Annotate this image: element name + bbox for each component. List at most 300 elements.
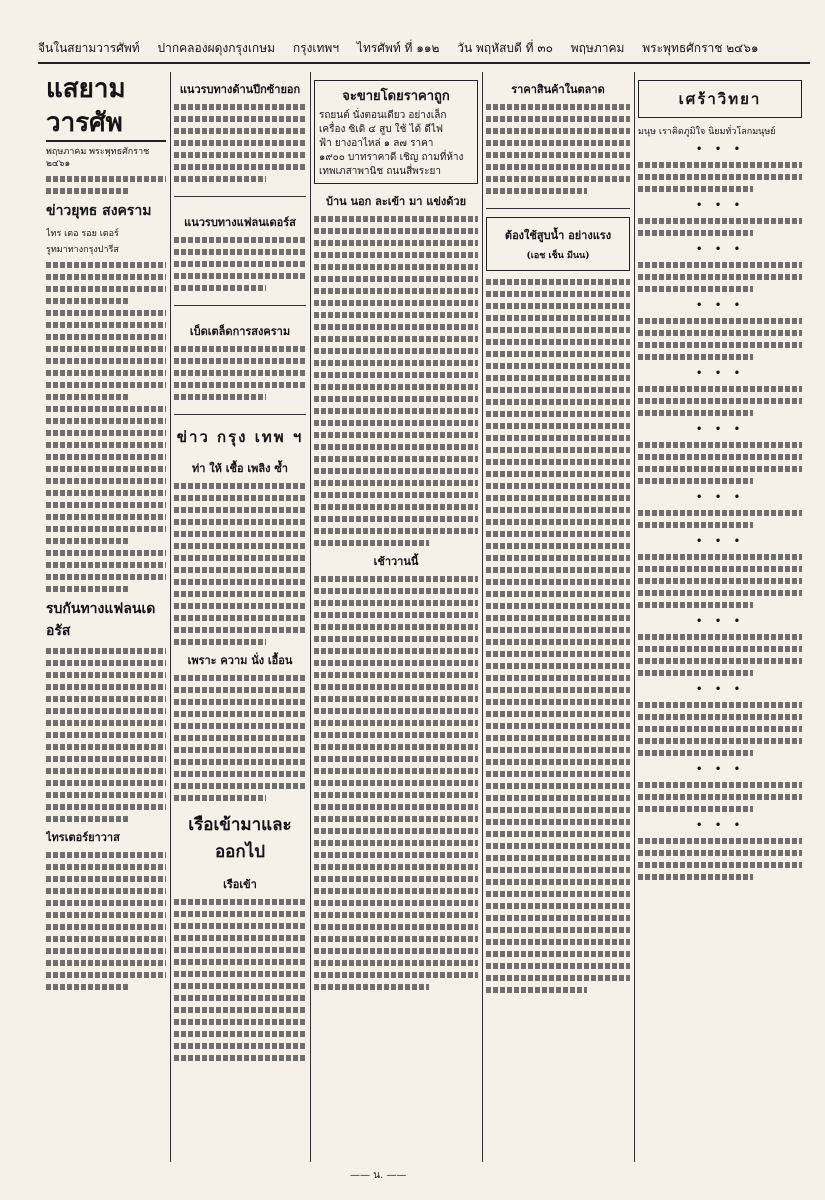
text-line — [174, 723, 306, 729]
text-line — [486, 747, 630, 753]
text-line — [46, 538, 130, 544]
text-line — [486, 411, 630, 417]
text-line — [174, 1007, 306, 1013]
fuel-article-heading: ท่า ให้ เชื้อ เพลิง ซ้ำ — [192, 462, 288, 475]
text-line — [46, 852, 166, 858]
text-line — [486, 387, 630, 393]
text-line — [486, 116, 630, 122]
text-line — [46, 466, 166, 472]
text-line — [486, 963, 630, 969]
text-line — [46, 648, 166, 654]
text-line — [174, 911, 306, 917]
text-line — [314, 288, 478, 294]
text-line — [638, 590, 802, 596]
text-line — [174, 711, 306, 717]
text-line — [486, 987, 587, 993]
yesterday-heading: เช้าวานนี้ — [373, 555, 419, 568]
text-line — [314, 756, 478, 762]
text-line — [638, 286, 753, 292]
text-line — [174, 531, 306, 537]
text-line — [174, 249, 306, 255]
text-line — [174, 699, 306, 705]
text-line — [638, 386, 802, 392]
text-line — [174, 116, 306, 122]
text-line — [46, 490, 166, 496]
text-line — [46, 732, 166, 738]
text-line — [486, 363, 630, 369]
text-line — [314, 396, 478, 402]
text-line — [638, 874, 753, 880]
column-3 — [314, 72, 478, 1162]
text-line — [174, 261, 306, 267]
text-line — [486, 603, 630, 609]
text-line — [46, 912, 166, 918]
text-line — [638, 466, 802, 472]
text-line — [174, 675, 306, 681]
text-line — [314, 864, 478, 870]
text-line — [46, 660, 166, 666]
text-line — [174, 346, 306, 352]
text-line — [314, 960, 478, 966]
war-news-line-2: รูทมาทางกรุงปารีส — [46, 245, 119, 255]
text-line — [638, 850, 802, 856]
sad-science-intro: มนุษ เราคิดภูมิใจ นิยมทั่วโลกมนุษย์ — [638, 127, 776, 137]
text-line — [174, 567, 306, 573]
text-line — [486, 188, 587, 194]
text-line — [486, 879, 630, 885]
text-line — [314, 744, 478, 750]
text-line — [486, 104, 630, 110]
text-line — [46, 382, 166, 388]
header-month: พฤษภาคม — [570, 41, 625, 55]
sad-science-heading: เศร้าวิทยา — [678, 90, 762, 108]
text-line — [46, 274, 166, 280]
car-ad-title: จะขายโดยราคาถูก — [342, 89, 450, 104]
text-line — [314, 516, 478, 522]
text-line — [314, 804, 478, 810]
text-line — [314, 420, 478, 426]
separator-stars: • • • — [695, 242, 745, 256]
text-line — [486, 471, 630, 477]
text-line — [638, 566, 802, 572]
text-line — [314, 384, 478, 390]
text-line — [46, 720, 166, 726]
text-line — [486, 903, 630, 909]
text-line — [314, 228, 478, 234]
text-line — [486, 555, 630, 561]
text-line — [486, 927, 630, 933]
text-line — [174, 382, 306, 388]
text-line — [638, 726, 802, 732]
text-line — [314, 372, 478, 378]
text-line — [174, 164, 306, 170]
text-line — [486, 951, 630, 957]
text-line — [486, 831, 630, 837]
text-line — [638, 838, 802, 844]
text-line — [314, 792, 478, 798]
text-line — [638, 670, 753, 676]
text-line — [638, 410, 753, 416]
text-line — [314, 660, 478, 666]
text-line — [638, 794, 802, 800]
car-ad-line-4: ๑๙๐๐ บาทราคาดี เชิญ ถามที่ห้าง — [319, 152, 464, 163]
text-line — [46, 454, 166, 460]
text-line — [486, 128, 630, 134]
text-line — [486, 291, 630, 297]
text-line — [486, 663, 630, 669]
separator-stars: • • • — [695, 198, 745, 212]
text-line — [486, 339, 630, 345]
text-line — [314, 612, 478, 618]
text-line — [314, 816, 478, 822]
text-line — [46, 262, 166, 268]
text-line — [486, 327, 630, 333]
text-line — [638, 578, 802, 584]
text-line — [174, 1031, 306, 1037]
text-line — [638, 862, 802, 868]
text-line — [638, 230, 753, 236]
text-line — [638, 750, 753, 756]
text-line — [486, 152, 630, 158]
text-line — [486, 939, 630, 945]
separator-stars: • • • — [695, 490, 745, 504]
water-pump-subheading: (เอช เช็น มีนน) — [526, 251, 590, 261]
market-prices-heading: ราคาสินค้าในตลาด — [511, 83, 605, 96]
text-line — [314, 684, 478, 690]
page-header — [38, 34, 810, 64]
text-line — [46, 286, 166, 292]
text-line — [174, 579, 306, 585]
text-line — [46, 526, 166, 532]
text-line — [174, 285, 266, 291]
text-line — [314, 336, 478, 342]
text-line — [46, 924, 166, 930]
text-line — [46, 684, 166, 690]
text-line — [174, 176, 266, 182]
text-line — [314, 828, 478, 834]
header-phone: ไทรศัพท์ ที่ ๑๑๒ — [356, 41, 440, 55]
text-line — [638, 342, 802, 348]
text-line — [174, 759, 306, 765]
text-line — [174, 771, 306, 777]
text-line — [314, 936, 478, 942]
text-line — [486, 783, 630, 789]
text-line — [174, 394, 266, 400]
text-line — [46, 322, 166, 328]
text-line — [314, 456, 478, 462]
text-line — [314, 360, 478, 366]
text-line — [174, 237, 306, 243]
text-line — [174, 519, 306, 525]
text-line — [314, 492, 478, 498]
text-line — [314, 768, 478, 774]
text-line — [314, 624, 478, 630]
text-line — [638, 162, 802, 168]
ship-arrivals-heading: เรือเข้า — [223, 878, 257, 891]
text-line — [314, 432, 478, 438]
text-line — [486, 435, 630, 441]
column-4 — [486, 72, 630, 1162]
article-heading-2: เพราะ ความ นั่ง เอื้อน — [187, 654, 293, 667]
text-line — [174, 603, 306, 609]
text-line — [46, 708, 166, 714]
column-rule — [310, 72, 311, 1162]
text-line — [314, 732, 478, 738]
text-line — [638, 658, 802, 664]
text-line — [46, 960, 166, 966]
text-line — [314, 540, 429, 546]
text-line — [46, 418, 166, 424]
text-line — [314, 636, 478, 642]
separator-stars: • • • — [695, 614, 745, 628]
text-line — [314, 780, 478, 786]
text-line — [174, 615, 306, 621]
text-line — [638, 738, 802, 744]
text-line — [46, 876, 166, 882]
column-rule — [634, 72, 635, 1162]
reuters-heading: ไทรเตอร์ยาวาส — [46, 831, 120, 844]
text-line — [486, 375, 630, 381]
text-line — [174, 1043, 306, 1049]
header-day: วัน พฤหัสบดี ที่ ๓๐ — [457, 41, 553, 55]
car-ad-line-2: เครื่อง ซิเดิ ๔ สูบ ใช้ ได้ ดีไฟ — [319, 124, 443, 135]
text-line — [46, 586, 130, 592]
text-line — [174, 140, 306, 146]
text-line — [486, 699, 630, 705]
text-line — [314, 876, 478, 882]
text-line — [486, 507, 630, 513]
page-footer: —— น. —— — [350, 1170, 407, 1181]
text-line — [314, 900, 478, 906]
text-line — [46, 176, 166, 182]
text-line — [46, 310, 166, 316]
text-line — [46, 550, 166, 556]
text-line — [638, 354, 753, 360]
text-line — [486, 687, 630, 693]
text-line — [174, 483, 306, 489]
column-1 — [46, 72, 166, 1162]
text-line — [174, 152, 306, 158]
separator-stars: • • • — [695, 682, 745, 696]
text-line — [486, 819, 630, 825]
separator-stars: • • • — [695, 422, 745, 436]
text-line — [314, 240, 478, 246]
text-line — [46, 696, 166, 702]
text-line — [174, 1055, 306, 1061]
bangkok-news-heading: ข่าว กรุง เทพ ฯ — [176, 428, 304, 446]
text-line — [46, 394, 130, 400]
text-line — [486, 531, 630, 537]
text-line — [486, 303, 630, 309]
text-line — [638, 510, 802, 516]
ship-schedule-heading: เรือเข้ามาและออกไป — [188, 815, 292, 862]
text-line — [486, 651, 630, 657]
text-line — [46, 346, 166, 352]
text-line — [174, 935, 306, 941]
text-line — [486, 176, 630, 182]
text-line — [486, 447, 630, 453]
text-line — [314, 480, 478, 486]
text-line — [486, 711, 630, 717]
text-line — [486, 519, 630, 525]
text-line — [174, 983, 306, 989]
text-line — [486, 579, 630, 585]
text-line — [46, 672, 166, 678]
text-line — [486, 855, 630, 861]
text-line — [314, 924, 478, 930]
text-line — [174, 735, 306, 741]
text-line — [314, 888, 478, 894]
text-line — [46, 768, 166, 774]
text-line — [314, 708, 478, 714]
header-address: ปากคลองผดุงกรุงเกษม — [157, 41, 276, 55]
text-line — [638, 218, 802, 224]
text-line — [174, 128, 306, 134]
flanders-heading: รบกันทางแฟลนเดอรัส — [46, 601, 156, 639]
war-news-line-1: ไทร เตอ รอย เตอร์ — [46, 229, 119, 239]
text-line — [486, 399, 630, 405]
text-line — [486, 543, 630, 549]
water-pump-heading: ต้องใช้สูบน้ำ อย่างแรง — [504, 229, 612, 242]
text-line — [174, 959, 306, 965]
text-line — [174, 543, 306, 549]
text-line — [174, 995, 306, 1001]
text-line — [174, 358, 306, 364]
header-year: พระพุทธศักราช ๒๔๖๑ — [642, 41, 759, 55]
text-line — [314, 300, 478, 306]
text-line — [314, 348, 478, 354]
text-line — [46, 334, 166, 340]
text-line — [638, 782, 802, 788]
separator-stars: • • • — [695, 366, 745, 380]
text-line — [486, 567, 630, 573]
text-line — [314, 912, 478, 918]
text-line — [314, 696, 478, 702]
text-line — [46, 804, 166, 810]
misc-war-heading: เบ็ดเตล็ดการสงคราม — [189, 325, 291, 338]
text-line — [638, 522, 753, 528]
text-line — [174, 495, 306, 501]
text-line — [486, 723, 630, 729]
war-news-heading: ข่าวยุทธ สงคราม — [46, 203, 152, 219]
text-line — [46, 780, 166, 786]
country-folk-heading: บ้าน นอก ละเข้า มา แข่งด้วย — [325, 195, 467, 208]
text-line — [46, 514, 166, 520]
text-line — [314, 264, 478, 270]
separator-stars: • • • — [695, 818, 745, 832]
text-line — [638, 398, 802, 404]
text-line — [486, 807, 630, 813]
text-line — [638, 318, 802, 324]
text-line — [314, 600, 478, 606]
text-line — [486, 459, 630, 465]
text-line — [46, 478, 166, 484]
masthead: แสยามวารศัพ — [46, 72, 166, 142]
text-line — [638, 330, 802, 336]
text-line — [314, 408, 478, 414]
text-line — [486, 164, 630, 170]
text-line — [46, 984, 130, 990]
header-paper-name: จีนในสยามวารศัพท์ — [38, 41, 140, 55]
text-line — [638, 262, 802, 268]
text-line — [46, 188, 130, 194]
text-line — [174, 971, 306, 977]
text-line — [486, 591, 630, 597]
text-line — [314, 276, 478, 282]
text-line — [486, 759, 630, 765]
text-line — [314, 840, 478, 846]
column-rule — [170, 72, 171, 1162]
separator-stars: • • • — [695, 142, 745, 156]
text-line — [486, 279, 630, 285]
text-line — [638, 702, 802, 708]
text-line — [46, 442, 166, 448]
separator-stars: • • • — [695, 762, 745, 776]
text-line — [174, 687, 306, 693]
text-line — [486, 675, 630, 681]
text-line — [46, 298, 130, 304]
text-line — [174, 783, 306, 789]
text-line — [46, 864, 166, 870]
text-line — [46, 430, 166, 436]
text-line — [638, 602, 753, 608]
text-line — [174, 273, 306, 279]
text-line — [174, 591, 306, 597]
text-line — [174, 639, 266, 645]
car-ad-line-1: รถยนต์ นั่งตอนเดียว อย่างเล็ก — [319, 110, 447, 121]
text-line — [46, 406, 166, 412]
text-line — [638, 442, 802, 448]
text-line — [46, 936, 166, 942]
text-line — [46, 888, 166, 894]
text-line — [174, 899, 306, 905]
text-line — [638, 646, 802, 652]
text-line — [174, 555, 306, 561]
text-line — [314, 672, 478, 678]
car-for-sale-ad — [314, 80, 478, 184]
text-line — [46, 900, 166, 906]
text-line — [486, 915, 630, 921]
text-line — [314, 324, 478, 330]
text-line — [638, 714, 802, 720]
text-line — [486, 891, 630, 897]
text-line — [638, 186, 753, 192]
text-line — [486, 495, 630, 501]
text-line — [314, 216, 478, 222]
text-line — [46, 756, 166, 762]
flanders-front-heading: แนวรบทางแฟลนเดอร์ส — [184, 216, 296, 229]
separator-stars: • • • — [695, 534, 745, 548]
text-line — [314, 252, 478, 258]
text-line — [486, 771, 630, 777]
text-line — [46, 816, 130, 822]
text-line — [46, 370, 166, 376]
text-line — [486, 639, 630, 645]
text-line — [174, 1019, 306, 1025]
text-line — [486, 735, 630, 741]
text-line — [46, 358, 166, 364]
text-line — [46, 502, 166, 508]
masthead-byline: พฤษภาคม พระพุทธศักราช ๒๔๖๑ — [46, 147, 150, 169]
text-line — [314, 468, 478, 474]
text-line — [486, 140, 630, 146]
text-line — [314, 576, 478, 582]
text-line — [174, 370, 306, 376]
text-line — [174, 507, 306, 513]
text-line — [638, 478, 753, 484]
separator-stars: • • • — [695, 298, 745, 312]
column-5 — [638, 72, 802, 1162]
